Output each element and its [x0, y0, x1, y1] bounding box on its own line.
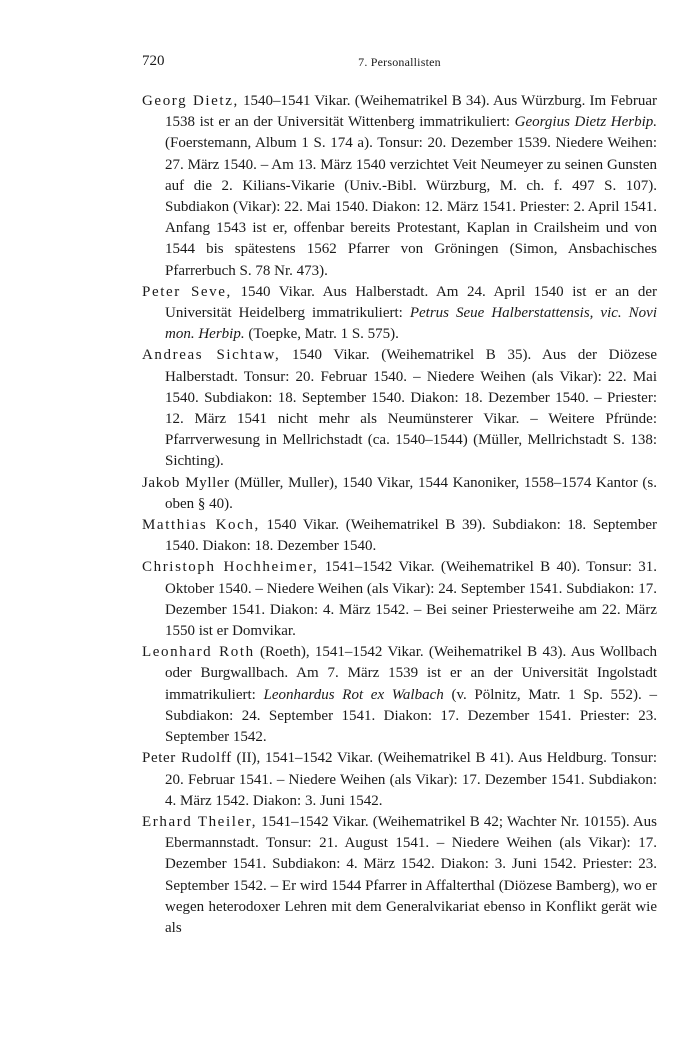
entry-text: (Toepke, Matr. 1 S. 575). [244, 326, 399, 343]
entry-text: (Roeth), 1541–1542 Vikar. (Weihematrikel B 43). Aus Wollbach oder Burgwallbach. Am 7. März 1539 ist er an der Universität Ingolstadt immatrikuliert: [165, 644, 657, 703]
list-entry-georg-dietz [142, 91, 657, 282]
person-name: Andreas Sichtaw, [142, 347, 281, 364]
list-entry-erhard-theiler [142, 812, 657, 939]
matriculation-quote: Georgius Dietz Herbip. [514, 114, 657, 131]
entry-text: 1540 Vikar. (Weihematrikel B 35). Aus der Diözese Halberstadt. Tonsur: 20. Februar 1540. – Niedere Weihen (als Vikar): 22. Mai 1540. Subdiakon: 18. September 1540. Diakon: 18. Dezember 1540. – Priester: 12. März 1541 nicht mehr als Neumünsterer Vikar. – Weitere Pfründe: Pfarrverwesung in Mellrichstadt (ca. 1540–1544) (Müller, Mellrichstadt S. 138: Sichting). [165, 347, 657, 470]
entry-text: (II), 1541–1542 Vikar. (Weihematrikel B 41). Aus Heldburg. Tonsur: 20. Februar 1541. – Niedere Weihen (als Vikar): 17. Dezember 1541. Subdiakon: 4. März 1542. Diakon: 3. Juni 1542. [165, 750, 657, 809]
list-entry-andreas-sichtaw [142, 345, 657, 472]
person-name: Christoph Hochheimer, [142, 559, 319, 576]
personnel-list [142, 91, 657, 939]
list-entry-jakob-myller [142, 473, 657, 515]
matriculation-quote: Leonhardus Rot ex Walbach [263, 686, 444, 703]
matriculation-quote: Petrus Seue Halberstattensis, vic. Novi mon. Herbip. [165, 305, 657, 343]
entry-text: (v. Pölnitz, Matr. 1 Sp. 552). – Subdiakon: 24. September 1541. Diakon: 17. Dezember 1541. Priester: 23. September 1542. [165, 686, 657, 746]
person-name: Peter Rudolff [142, 750, 232, 767]
entry-text: 1540 Vikar. Aus Halberstadt. Am 24. April 1540 ist er an der Universität Heidelberg immatrikuliert: [165, 283, 658, 322]
person-name: Jakob Myller [142, 474, 230, 491]
entry-text: (Müller, Muller), 1540 Vikar, 1544 Kanoniker, 1558–1574 Kantor (s. oben § 40). [165, 474, 657, 512]
person-name: Peter Seve, [142, 283, 232, 300]
list-entry-leonhard-roth [142, 642, 657, 748]
running-head: 7. Personallisten [358, 55, 441, 69]
entry-text: (Foerstemann, Album 1 S. 174 a). Tonsur: 20. Dezember 1539. Niedere Weihen: 27. März 1540. – Am 13. März 1540 verzichtet Veit Neumeyer zu seinen Gunsten auf die 2. Kilians-Vikarie (Univ.-Bibl. Würzburg, M. ch. f. 497 S. 107). Subdiakon (Vikar): 22. Mai 1540. Diakon: 12. März 1541. Priester: 2. April 1541. Anfang 1543 ist er, offenbar bereits Protestant, Kaplan in Crailsheim und von 1544 bis spätestens 1562 Pfarrer von Gröningen (Simon, Ansbachisches Pfarrerbuch S. 78 Nr. 473). [165, 135, 657, 279]
page-header [142, 53, 657, 73]
entry-text: 1541–1542 Vikar. (Weihematrikel B 42; Wachter Nr. 10155). Aus Ebermannstadt. Tonsur: 21. August 1541. – Niedere Weihen (als Vikar): 17. Dezember 1541. Subdiakon: 4. März 1542. Diakon: 3. Juni 1542. Priester: 23. September 1542. – Er wird 1544 Pfarrer in Affalterthal (Diözese Bamberg), wo er wegen heterodoxer Lehren mit dem Generalvikariat ebenso in Konflikt gerät wie als [165, 813, 658, 936]
person-name: Leonhard Roth [142, 644, 255, 661]
entry-text: 1541–1542 Vikar. (Weihematrikel B 40). Tonsur: 31. Oktober 1540. – Niedere Weihen (als Vikar): 24. September 1541. Subdiakon: 17. Dezember 1541. Diakon: 4. März 1542. – Bei seiner Priesterweihe am 22. März 1550 ist er Domvikar. [165, 559, 657, 640]
list-entry-peter-rudolff [142, 748, 657, 812]
person-name: Erhard Theiler, [142, 813, 258, 830]
list-entry-peter-seve [142, 282, 657, 346]
person-name: Georg Dietz, [142, 93, 239, 109]
person-name: Matthias Koch, [142, 517, 260, 534]
entry-text: 1540–1541 Vikar. (Weihematrikel B 34). Aus Würzburg. Im Februar 1538 ist er an der Universität Wittenberg immatrikuliert: [165, 93, 657, 131]
entry-text: 1540 Vikar. (Weihematrikel B 39). Subdiakon: 18. September 1540. Diakon: 18. Dezember 1540. [165, 517, 657, 555]
list-entry-christoph-hochheimer [142, 557, 657, 642]
list-entry-matthias-koch [142, 515, 657, 557]
page-number: 720 [142, 53, 165, 69]
